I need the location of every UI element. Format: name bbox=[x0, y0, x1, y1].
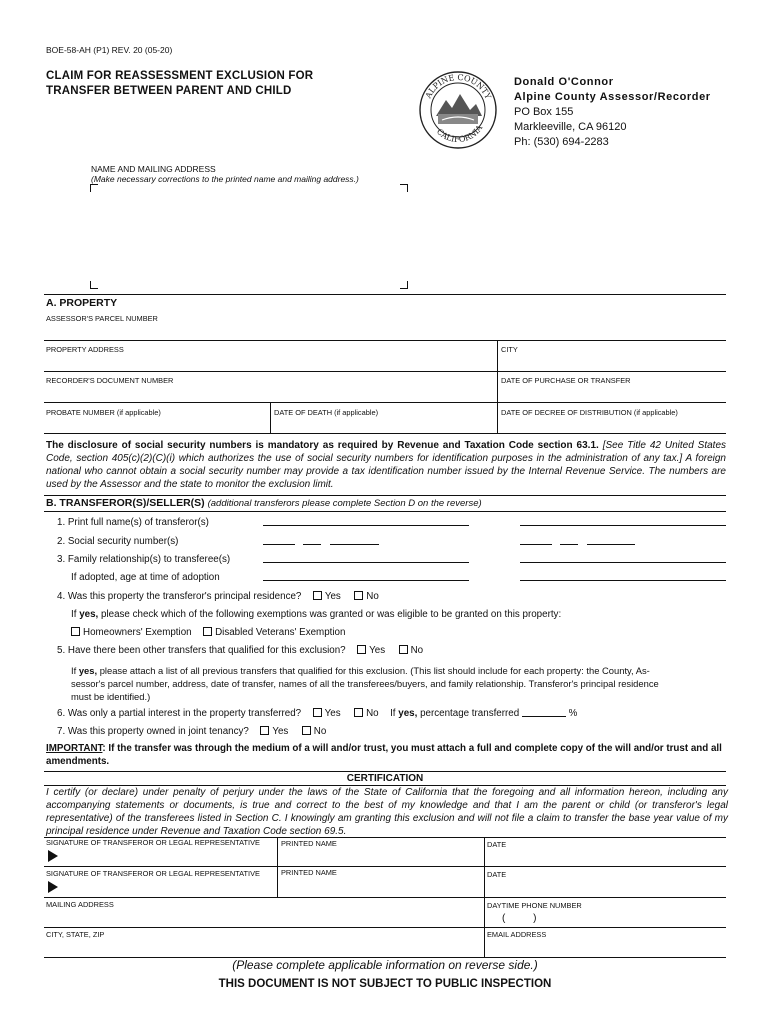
q3b-label: If adopted, age at time of adoption bbox=[71, 572, 220, 583]
printed-name-1-label: PRINTED NAME bbox=[281, 839, 337, 848]
section-b-top-rule bbox=[44, 495, 726, 496]
q6-percent-sign: % bbox=[568, 708, 578, 719]
adoption-age-1-field[interactable] bbox=[263, 580, 469, 581]
q5-follow-line-1: please attach a list of all previous transfers that qualified for this exclusion. (This list should include for each property: the County, As- bbox=[99, 665, 650, 676]
date-1-field[interactable] bbox=[486, 848, 726, 866]
q4-yes-label: Yes bbox=[324, 591, 341, 602]
assessor-block bbox=[514, 75, 711, 150]
q5-follow bbox=[71, 664, 736, 703]
certification-heading: CERTIFICATION bbox=[346, 773, 424, 784]
col-rule bbox=[497, 371, 498, 402]
sig-row-rule bbox=[44, 897, 726, 898]
q7-row bbox=[57, 726, 326, 737]
corner-bottom-left bbox=[90, 281, 98, 289]
important-text: : If the transfer was through the medium of a will and/or trust, you must attach a full and complete copy of the will and/or trust and all amendments. bbox=[46, 743, 722, 767]
property-address-field[interactable] bbox=[44, 353, 496, 370]
form-title bbox=[46, 69, 313, 99]
important-notice bbox=[46, 743, 736, 768]
sig-row-rule bbox=[44, 866, 726, 867]
col-rule bbox=[484, 837, 485, 897]
q5-label: 5. Have there been other transfers that qualified for this exclusion? bbox=[57, 645, 346, 656]
mailing-address-field[interactable] bbox=[96, 190, 396, 278]
ssn-1-part-3-field[interactable] bbox=[330, 544, 379, 545]
assessor-phone: Ph: (530) 694-2283 bbox=[514, 136, 609, 148]
signature-2-field[interactable] bbox=[62, 877, 274, 896]
col-rule bbox=[270, 402, 271, 433]
q2-label: 2. Social security number(s) bbox=[57, 536, 179, 547]
important-label: IMPORTANT bbox=[46, 743, 103, 754]
city-label: CITY bbox=[501, 345, 518, 354]
transferor-name-2-field[interactable] bbox=[520, 525, 726, 526]
row-rule bbox=[44, 402, 726, 403]
q6-no-checkbox[interactable] bbox=[354, 708, 363, 717]
q4-row bbox=[57, 591, 379, 602]
section-b-title: B. TRANSFEROR(S)/SELLER(S) bbox=[46, 497, 205, 509]
col-rule bbox=[277, 837, 278, 897]
corner-top-right bbox=[400, 184, 408, 192]
section-b-rule bbox=[44, 511, 726, 512]
percentage-transferred-field[interactable] bbox=[522, 708, 566, 717]
row-rule bbox=[44, 371, 726, 372]
assessor-city: Markleeville, CA 96120 bbox=[514, 121, 627, 133]
homeowners-exemption-checkbox[interactable] bbox=[71, 627, 80, 636]
decree-date-field[interactable] bbox=[499, 416, 726, 433]
decree-date-label: DATE OF DECREE OF DISTRIBUTION (if applicable) bbox=[501, 408, 678, 417]
q4-label: 4. Was this property the transferor's principal residence? bbox=[57, 591, 302, 602]
q5-yes-label: Yes bbox=[369, 645, 386, 656]
q4-no-checkbox[interactable] bbox=[354, 591, 363, 600]
phone-field[interactable]: ( ) bbox=[502, 913, 537, 924]
recorder-document-field[interactable] bbox=[44, 384, 496, 401]
mailing-address-note: (Make necessary corrections to the printed name and mailing address.) bbox=[91, 174, 359, 184]
q4-no-label: No bbox=[366, 591, 379, 602]
printed-name-1-field[interactable] bbox=[279, 847, 482, 866]
assessor-office: Alpine County Assessor/Recorder bbox=[514, 91, 711, 103]
q5-follow-line-2: sessor's parcel number, address, date of transfer, names of all the transferees/buyers, and family relationship. Transferor's principal residence bbox=[71, 678, 659, 689]
disclosure-bold: The disclosure of social security numbers is mandatory as required by Revenue and Taxation Code section 63.1. bbox=[46, 440, 599, 451]
q6-if: If bbox=[390, 708, 396, 719]
signature-1-label: SIGNATURE OF TRANSFEROR OR LEGAL REPRESENTATIVE bbox=[46, 838, 260, 847]
q5-no-label: No bbox=[410, 645, 424, 656]
ssn-1-part-2-field[interactable] bbox=[303, 544, 321, 545]
corner-bottom-right bbox=[400, 281, 408, 289]
printed-name-2-field[interactable] bbox=[279, 877, 482, 896]
q6-label: 6. Was only a partial interest in the property transferred? bbox=[57, 708, 302, 719]
county-seal-icon bbox=[418, 70, 498, 150]
assessor-name: Donald O'Connor bbox=[514, 76, 614, 88]
section-b-note: (additional transferors please complete Section D on the reverse) bbox=[207, 498, 482, 509]
sig-row-rule bbox=[44, 927, 726, 928]
city-state-zip-field[interactable] bbox=[46, 938, 482, 956]
property-address-label: PROPERTY ADDRESS bbox=[46, 345, 124, 354]
q6-percentage-label: percentage transferred bbox=[420, 708, 520, 719]
q7-label: 7. Was this property owned in joint tenancy? bbox=[57, 726, 249, 737]
ssn-disclosure bbox=[46, 439, 726, 491]
section-b-heading bbox=[46, 497, 482, 509]
q6-yes-label: Yes bbox=[324, 708, 341, 719]
mailing-address-label bbox=[91, 164, 359, 184]
recorder-document-label: RECORDER'S DOCUMENT NUMBER bbox=[46, 376, 174, 385]
row-rule bbox=[44, 340, 726, 341]
section-a-top-rule bbox=[44, 294, 726, 295]
probate-number-field[interactable] bbox=[44, 416, 269, 433]
certification-text: I certify (or declare) under penalty of perjury under the laws of the State of California that the foregoing and all information hereon, including any accompanying statements or documents, is true and correct to the best of my knowledge and that I am the parent or child (or transferor's legal representative) of the transferees listed in Section C. I knowingly am granting this exclusion and will not file a claim to transfer the base year value of my principal residence under Revenue and Taxation Code section 69.5. bbox=[46, 787, 728, 837]
homeowners-exemption-label: Homeowners' Exemption bbox=[83, 627, 192, 638]
purchase-date-label: DATE OF PURCHASE OR TRANSFER bbox=[501, 376, 631, 385]
ssn-2-part-2-field[interactable] bbox=[560, 544, 578, 545]
mailing-address-cert-label: MAILING ADDRESS bbox=[46, 900, 114, 909]
signature-1-field[interactable] bbox=[62, 846, 274, 866]
phone-label: DAYTIME PHONE NUMBER bbox=[487, 901, 582, 910]
q5-row bbox=[57, 645, 423, 656]
death-date-field[interactable] bbox=[272, 416, 496, 433]
col-rule bbox=[497, 340, 498, 371]
sign-here-arrow-icon bbox=[48, 881, 58, 893]
date-2-label: DATE bbox=[487, 870, 507, 879]
mailing-address-cert-field[interactable] bbox=[46, 909, 482, 927]
col-rule bbox=[497, 402, 498, 433]
q4-yes-checkbox[interactable] bbox=[313, 591, 322, 600]
printed-name-2-label: PRINTED NAME bbox=[281, 868, 337, 877]
email-field[interactable] bbox=[486, 938, 726, 956]
mailing-address-title: NAME AND MAILING ADDRESS bbox=[91, 164, 216, 174]
public-inspection-notice: THIS DOCUMENT IS NOT SUBJECT TO PUBLIC INSPECTION bbox=[218, 978, 552, 990]
email-label: EMAIL ADDRESS bbox=[487, 930, 547, 939]
title-line-2: TRANSFER BETWEEN PARENT AND CHILD bbox=[46, 85, 292, 97]
q6-yes-bold: yes, bbox=[398, 708, 418, 719]
q7-yes-checkbox[interactable] bbox=[260, 726, 269, 735]
transferor-name-1-field[interactable] bbox=[263, 525, 469, 526]
q5-yes-checkbox[interactable] bbox=[357, 645, 366, 654]
svg-text:ALPINE COUNTY: ALPINE COUNTY bbox=[423, 72, 493, 101]
parcel-number-field[interactable] bbox=[44, 322, 726, 340]
relationship-1-field[interactable] bbox=[263, 562, 469, 563]
q4-exemptions bbox=[71, 627, 345, 638]
q4-follow bbox=[71, 609, 561, 620]
veterans-exemption-label: Disabled Veterans' Exemption bbox=[215, 627, 346, 638]
date-1-label: DATE bbox=[487, 840, 507, 849]
q5-no-checkbox[interactable] bbox=[399, 645, 408, 654]
title-line-1: CLAIM FOR REASSESSMENT EXCLUSION FOR bbox=[46, 70, 314, 82]
ssn-2-part-3-field[interactable] bbox=[587, 544, 635, 545]
date-2-field[interactable] bbox=[486, 878, 726, 896]
city-state-zip-label: CITY, STATE, ZIP bbox=[46, 930, 105, 939]
veterans-exemption-checkbox[interactable] bbox=[203, 627, 212, 636]
ssn-1-part-1-field[interactable] bbox=[263, 544, 295, 545]
q6-no-label: No bbox=[366, 708, 379, 719]
death-date-label: DATE OF DEATH (if applicable) bbox=[274, 408, 379, 417]
reverse-side-note: (Please complete applicable information on reverse side.) bbox=[232, 958, 538, 972]
q7-yes-label: Yes bbox=[272, 726, 289, 737]
sign-here-arrow-icon bbox=[48, 850, 58, 862]
city-field[interactable] bbox=[499, 353, 726, 370]
certification-top-rule bbox=[44, 771, 726, 772]
q6-yes-checkbox[interactable] bbox=[313, 708, 322, 717]
q5-follow-yes: yes, bbox=[78, 665, 98, 676]
q4-follow-text: please check which of the following exemptions was granted or was eligible to be granted on this property: bbox=[101, 609, 562, 620]
relationship-2-field[interactable] bbox=[520, 562, 726, 563]
form-id: BOE-58-AH (P1) REV. 20 (05-20) bbox=[46, 45, 173, 55]
q4-follow-if: If bbox=[71, 609, 77, 620]
q3-label: 3. Family relationship(s) to transferee(s) bbox=[57, 554, 231, 565]
probate-number-label: PROBATE NUMBER (if applicable) bbox=[46, 408, 161, 417]
q7-no-checkbox[interactable] bbox=[302, 726, 311, 735]
signature-2-label: SIGNATURE OF TRANSFEROR OR LEGAL REPRESENTATIVE bbox=[46, 869, 260, 878]
section-a-heading: A. PROPERTY bbox=[46, 297, 118, 309]
ssn-2-part-1-field[interactable] bbox=[520, 544, 552, 545]
svg-text:CALIFORNIA: CALIFORNIA bbox=[434, 123, 485, 145]
purchase-date-field[interactable] bbox=[499, 384, 726, 401]
q4-follow-yes: yes, bbox=[79, 609, 99, 620]
parcel-number-label: ASSESSOR'S PARCEL NUMBER bbox=[46, 314, 158, 323]
row-rule bbox=[44, 433, 726, 434]
q6-row bbox=[57, 708, 577, 719]
disclosure-italic: [See Title 42 United States Code, section 405(c)(2)(C)(i) which authorizes the use of social security numbers for identification purposes in the administration of any tax.] A foreign national who cannot obtain a social security number may provide a tax identification number issued by the Internal Revenue Service. The numbers are used by the Assessor and the state to monitor the exclusion limit. bbox=[46, 440, 727, 490]
q5-follow-line-3: must be identified.) bbox=[71, 691, 151, 702]
adoption-age-2-field[interactable] bbox=[520, 580, 726, 581]
q7-no-label: No bbox=[313, 726, 327, 737]
q1-label: 1. Print full name(s) of transferor(s) bbox=[57, 517, 209, 528]
assessor-po-box: PO Box 155 bbox=[514, 106, 574, 118]
q5-follow-if: If bbox=[71, 665, 77, 676]
